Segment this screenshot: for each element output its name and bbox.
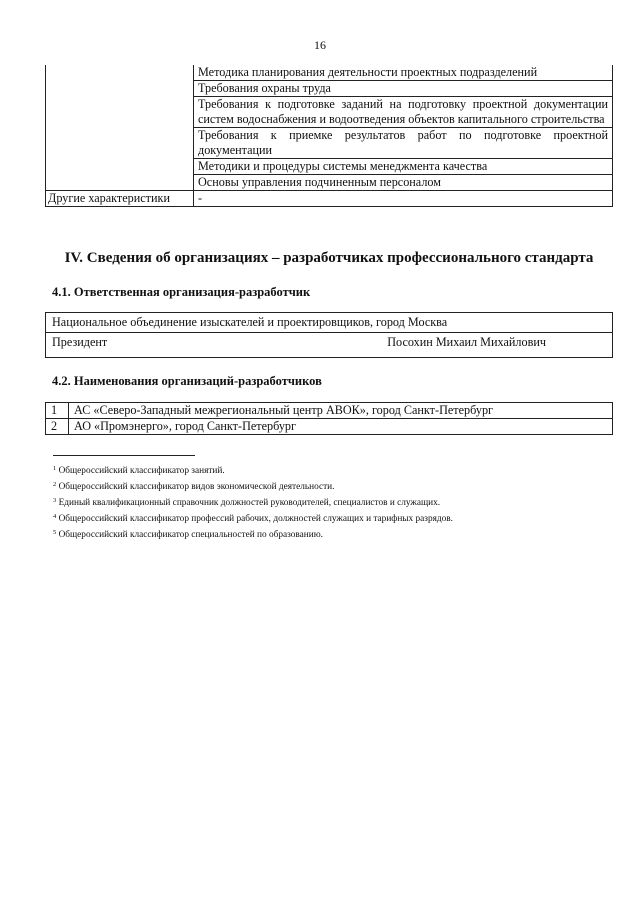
footnotes [53, 462, 453, 542]
table-cell-empty [46, 65, 194, 191]
footnote-number: 3 [53, 497, 57, 504]
table-row [46, 65, 613, 81]
footnote-text: Общероссийский классификатор специальностей по образованию. [58, 530, 324, 540]
responsible-org: Национальное объединение изыскателей и проектировщиков, город Москва [46, 313, 613, 333]
footnote-text: Общероссийский классификатор профессий рабочих, должностей служащих и тарифных разрядов. [58, 514, 453, 524]
footnote [53, 478, 453, 494]
responsible-position: Президент [52, 335, 108, 349]
footnote-text: Общероссийский классификатор занятий. [58, 466, 225, 476]
section-title: IV. Сведения об организациях – разработчиках профессионального стандарта [64, 250, 594, 266]
responsible-name: Посохин Михаил Михайлович [387, 335, 546, 349]
footnote [53, 494, 453, 510]
table-row [46, 419, 613, 435]
footnote-number: 4 [53, 513, 57, 520]
footnote-divider [53, 455, 195, 456]
table-row [46, 313, 613, 333]
footnote [53, 510, 453, 526]
table-row [46, 191, 613, 207]
footnote-number: 5 [53, 529, 57, 536]
signature-row [46, 333, 613, 358]
responsible-heading: 4.1. Ответственная организация-разработчик [52, 285, 311, 299]
developer-number: 1 [46, 403, 69, 419]
knowledge-item: Требования к подготовке заданий на подготовку проектной документации систем водоснабжения и водоотведения объектов капитального строительства [194, 97, 613, 128]
footnote-number: 1 [53, 465, 57, 472]
knowledge-item: Требования к приемке результатов работ по подготовке проектной документации [194, 128, 613, 159]
footnote [53, 526, 453, 542]
other-characteristics-value: - [194, 191, 613, 207]
knowledge-table [45, 65, 613, 207]
footnote [53, 462, 453, 478]
developers-table [45, 402, 613, 435]
footnote-text: Общероссийский классификатор видов экономической деятельности. [58, 482, 335, 492]
other-characteristics-label: Другие характеристики [46, 191, 194, 207]
table-row [46, 403, 613, 419]
table-row [46, 333, 613, 358]
knowledge-item: Требования охраны труда [194, 81, 613, 97]
footnote-number: 2 [53, 481, 57, 488]
footnote-text: Единый квалификационный справочник должностей руководителей, специалистов и служащих. [58, 498, 441, 508]
developer-name: АС «Северо-Западный межрегиональный центр АВОК», город Санкт-Петербург [69, 403, 613, 419]
knowledge-item: Методика планирования деятельности проектных подразделений [194, 65, 613, 81]
page-number: 16 [314, 38, 326, 52]
developers-heading: 4.2. Наименования организаций-разработчиков [52, 374, 322, 388]
developer-number: 2 [46, 419, 69, 435]
knowledge-item: Основы управления подчиненным персоналом [194, 175, 613, 191]
developer-name: АО «Промэнерго», город Санкт-Петербург [69, 419, 613, 435]
responsible-table [45, 312, 613, 358]
knowledge-item: Методики и процедуры системы менеджмента качества [194, 159, 613, 175]
